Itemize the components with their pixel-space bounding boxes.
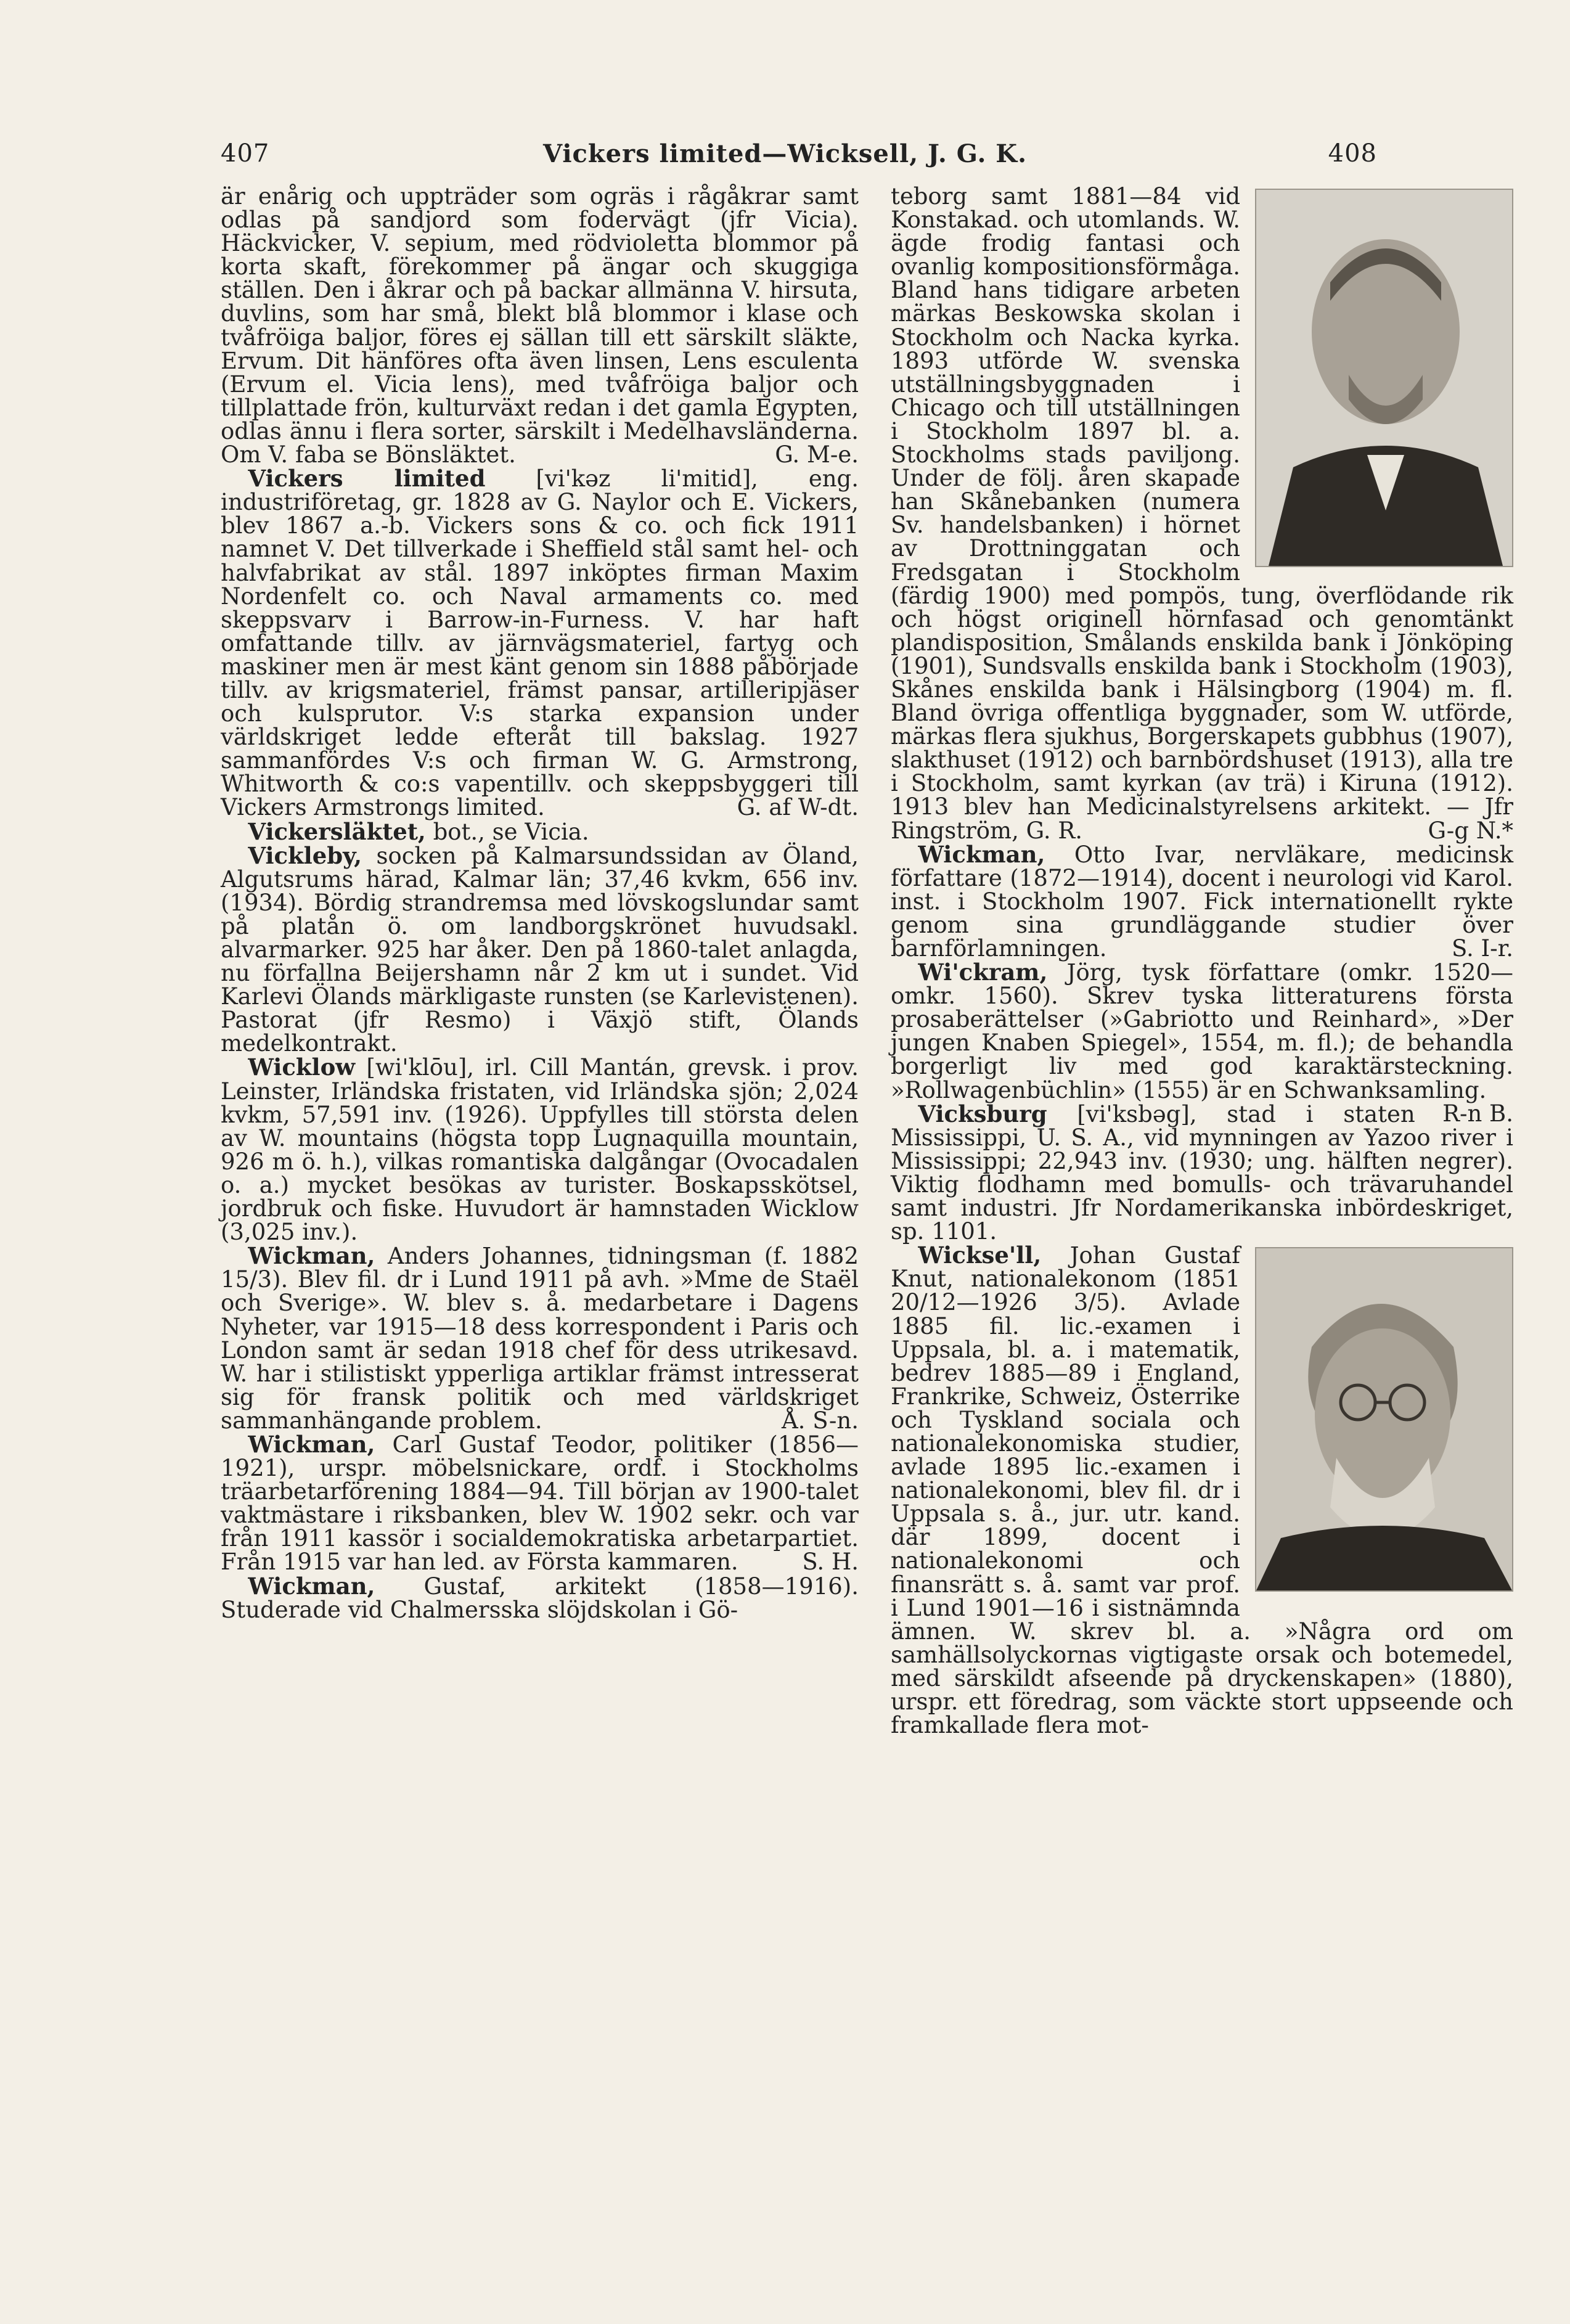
entry-wickman-gustaf: Wickman, Gustaf, arkitekt (1858—1916). Studerade vid Chalmersska slöjdskolan i Gö- [221, 1572, 859, 1623]
entry-wicklow: Wicklow [wi'klōu], irl. Cill Mantán, grevsk. i prov. Leinster, Irländska fristaten, vid Irländska sjön; 2,024 kvkm, 57,591 inv. (1926). Uppfylles till största delen av W. mountains (högsta topp Lugnaquilla mountain, 926 m ö. h.), vilkas romantiska dalgångar (Ovocadalen o. a.) mycket besökas av turister. Boskapsskötsel, jordbruk och fiske. Huvudort är hamnstaden Wicklow (3,025 inv.). [221, 1054, 859, 1246]
entry-wickman-carl: Wickman, Carl Gustaf Teodor, politiker (1856—1921), urspr. möbelsnickare, ordf. i Stockholms träarbetarförening 1884—94. Till början av 1900-talet vaktmästare i riksbanken, blev W. 1902 sekr. och var från 1911 kassör i socialdemokratiska arbetarpartiet. Från 1915 var han led. av Första kammaren. S. H. [221, 1430, 859, 1576]
headword: Vicksburg [918, 1100, 1047, 1127]
entry-wicksell: Wickse'll, Johan Gustaf Knut, nationalekonom (1851 20/12—1926 3/5). Avlade 1885 fil. lic.-examen i Uppsala, bl. a. i matematik, bedrev 1885—89 i England, Frankrike, Schweiz, Österrike och Tyskland sociala och nationalekonomiska studier, avlade 1895 lic.-examen i nationalekonomi, blev fil. dr i Uppsala s. å., jur. utr. kand. där 1899, docent i nationalekonomi och finansrätt s. å. samt var prof. i Lund 1901—16 i sistnämnda ämnen. W. skrev bl. a. »Några ord om samhällsolyckornas vigtigaste orsak och botemedel, med särskildt afseende på dryckenskapen» (1880), urspr. ett föredrag, som väckte stort uppseende och framkallade flera mot- [891, 1242, 1513, 1739]
headword: Wickman, [248, 1242, 375, 1270]
entry-wickman-anders: Wickman, Anders Johannes, tidningsman (f. 1882 15/3). Blev fil. dr i Lund 1911 på avh. »Mme de Staël och Sverige». W. blev s. å. medarbetare i Dagens Nyheter, var 1915—18 dess korrespondent i Paris och London samt är sedan 1918 chef för dess utrikesavd. W. har i stilistiskt ypperliga artiklar främst intresserat sig för fransk politik och med världskriget sammanhängande problem. Å. S-n. [221, 1242, 859, 1434]
headword: Vickleby, [248, 841, 362, 869]
entry-wickram: Wi'ckram, Jörg, tysk författare (omkr. 1520—omkr. 1560). Skrev tyska litteraturens första prosaberättelser (»Gabriotto und Reinhard», »Der jungen Knaben Spiegel», 1554, m. fl.); de behandla borgerligt liv med god karaktärsteckning. »Rollwagenbüchlin» (1555) är en Schwanksamling. R-n B. [891, 959, 1513, 1127]
left-column [221, 185, 859, 1622]
page-number-right: 408 [1328, 139, 1377, 168]
signature: G. M-e. [775, 441, 859, 468]
headword: Wicklow [248, 1054, 356, 1081]
entry-wickman-gustaf-cont: teborg samt 1881—84 vid Konstakad. och utomlands. W. ägde frodig fantasi och ovanlig kompositionsförmåga. Bland hans tidigare arbeten märkas Beskowska skolan i Stockholm och Nacka kyrka. 1893 utförde W. svenska utställningsbyggnaden i Chicago och till utställningen i Stockholm 1897 bl. a. Stockholms stads paviljong. Under de följ. åren skapade han Skånebanken (numera Sv. handelsbanken) i hörnet av Drottninggatan och Fredsgatan i Stockholm (färdig 1900) med pompös, tung, överflödande rik och högst originell hörnfasad och genomtänkt plandisposition, Smålands enskilda bank i Jönköping (1901), Sundsvalls enskilda bank i Stockholm (1903), Skånes enskilda bank i Hälsingborg (1904) m. fl. Bland övriga offentliga byggnader, som W. utförde, märkas flera sjukhus, Borgerskapets gubbhus (1907), slakthuset (1912) och barnbördshuset (1913), alla tre i Stockholm, samt kyrkan (av trä) i Kiruna (1912). 1913 blev han Medicinalstyrelsens arkitekt. — Jfr Ringström, G. R. G-g N.* [891, 183, 1513, 844]
page-number-left: 407 [221, 139, 270, 168]
signature: R-n B. [1442, 1100, 1513, 1127]
entry-vicia-cont: är enårig och uppträder som ogräs i rågåkrar samt odlas på sandjord som fodervägt (jfr Vicia). Häckvicker, V. sepium, med rödvioletta blommor på korta skaft, förekommer på ängar och skuggiga ställen. Den i åkrar och på backar allmänna V. hirsuta, duvlins, som har små, blekt blå blommor i klase och tvåfröiga baljor, föres ej sällan till ett särskilt släkte, Ervum. Dit hänföres ofta även linsen, Lens esculenta (Ervum el. Vicia lens), med tvåfröiga baljor och tillplattade frön, kulturväxt redan i det gamla Egypten, odlas ännu i flera sorter, särskilt i Medelhavsländerna. Om V. faba se Bönsläktet. G. M-e. [221, 183, 859, 468]
headword: Wickman, [248, 1430, 375, 1458]
headword: Wickman, [918, 840, 1045, 868]
headword: Wi'ckram, [918, 959, 1048, 986]
portrait-man-glasses-icon [1256, 1248, 1512, 1590]
headword: Wickse'll, [918, 1242, 1042, 1269]
entry-vickleby: Vickleby, socken på Kalmarsundssidan av Öland, Algutsrums härad, Kalmar län; 37,46 kvkm, 656 inv. (1934). Bördig strandremsa med lövskogslundar samt på platån ö. om landborgskrönet huvudsakl. alvarmarker. 925 har åker. Den på 1860-talet anlagda, nu förfallna Beijershamn når 2 km ut i sundet. Vid Karlevi Ölands märkligaste runsten (se Karlevistenen). Pastorat (jfr Resmo) i Växjö stift, Ölands medelkontrakt. [221, 841, 859, 1057]
signature: S. H. [802, 1549, 859, 1576]
signature: G-g N.* [1428, 817, 1513, 844]
headword: Vickers limited [248, 465, 486, 493]
entry-vickers-limited: Vickers limited [vi'kəz li'mitid], eng. industriföretag, gr. 1828 av G. Naylor och E. Vickers, blev 1867 a.-b. Vickers sons & co. och fick 1911 namnet V. Det tillverkade i Sheffield stål samt hel- och halvfabrikat av stål. 1897 inköptes firman Maxim Nordenfelt co. och Naval armaments co. med skeppsvarv i Barrow-in-Furness. V. har haft omfattande tillv. av järnvägsmateriel, fartyg och maskiner men är mest känt genom sin 1888 påbörjade tillv. av krigsmateriel, främst pansar, artilleripjäser och kulsprutor. V:s starka expansion under världskriget ledde efteråt till bakslag. 1927 sammanfördes V:s och firman W. G. Armstrong, Whitworth & co:s vapentillv. och skeppsbyggeri till Vickers Armstrongs limited. G. af W-dt. [221, 465, 859, 821]
portrait-photo-wickman [1255, 189, 1513, 567]
running-header: Vickers limited—Wicksell, J. G. K. [542, 139, 1027, 168]
portrait-photo-wicksell [1255, 1247, 1513, 1592]
signature: S. I-r. [1451, 935, 1513, 962]
signature: G. af W-dt. [737, 794, 859, 821]
entry-wickman-otto: Wickman, Otto Ivar, nervläkare, medicinsk författare (1872—1914), docent i neurologi vid Karol. inst. i Stockholm 1907. Fick internationellt rykte genom sina grundläggande studier över barnförlamningen. S. I-r. [891, 840, 1513, 962]
entry-vicksburg: Vicksburg [vi'ksbəg], stad i staten Mississippi, U. S. A., vid mynningen av Yazoo river i Mississippi; 22,943 inv. (1930; ung. hälften negrer). Viktig flodhamn med bomulls- och trävaruhandel samt industri. Jfr Nordamerikanska inbördeskriget, sp. 1101. [891, 1100, 1513, 1245]
headword: Vickersläktet, [248, 817, 426, 845]
signature: Å. S-n. [781, 1407, 859, 1434]
right-column [891, 185, 1513, 1737]
headword: Wickman, [248, 1572, 375, 1600]
entry-vickerslaktet: Vickersläktet, bot., se Vicia. [248, 817, 589, 845]
portrait-man-icon [1256, 190, 1512, 566]
